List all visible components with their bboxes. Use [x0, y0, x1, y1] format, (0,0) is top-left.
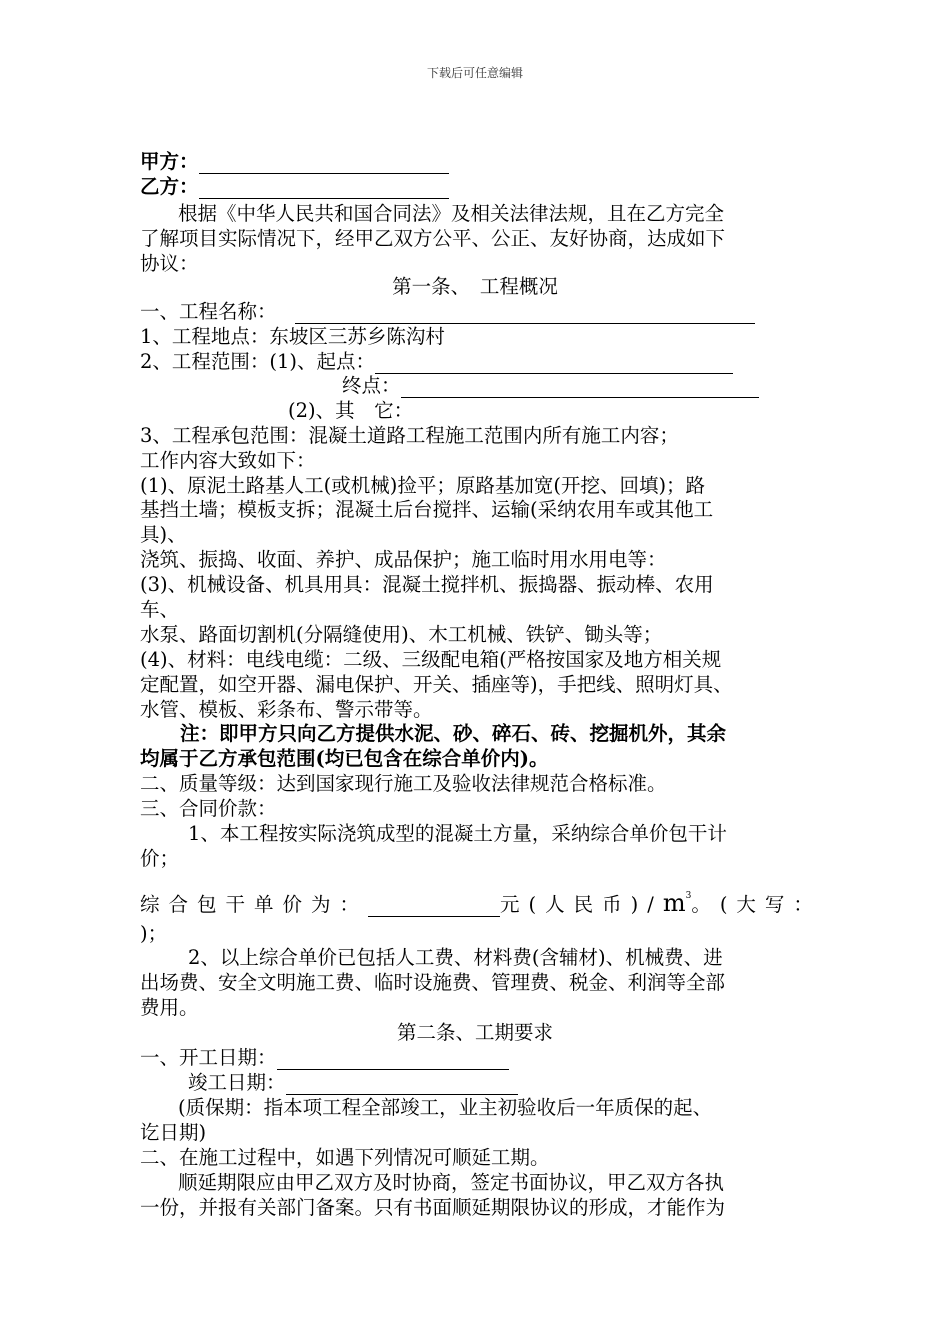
end-date-line — [188, 1071, 518, 1095]
intro-line-2: 了解项目实际情况下，经甲乙双方公平、公正、友好协商，达成如下 — [140, 227, 726, 250]
party-b-line — [140, 175, 449, 199]
note-line-b: 均属于乙方承包范围(均已包含在综合单价内)。 — [140, 747, 549, 770]
item-4-line-b: 定配置，如空开器、漏电保护、开关、插座等)，手把线、照明灯具、 — [140, 673, 733, 696]
item-1-line-a: (1)、原泥土路基人工(或机械)捡平；原路基加宽(开挖、回填)；路 — [140, 474, 706, 497]
price-2-line-b: 出场费、安全文明施工费、临时设施费、管理费、税金、利润等全部 — [140, 971, 726, 994]
unit-m: m — [662, 889, 686, 917]
price-2-line-c: 费用。 — [140, 996, 199, 1019]
price-title: 三、合同价款： — [140, 797, 277, 820]
item-3-line-a: (3)、机械设备、机具用具：混凝土搅拌机、振捣器、振动棒、农用 — [140, 573, 714, 596]
item-4-line-c: 水管、模板、彩条布、警示带等。 — [140, 698, 433, 721]
end-date-blank — [286, 1075, 518, 1095]
item-3-line-c: 水泵、路面切割机(分隔缝使用)、木工机械、铁铲、锄头等； — [140, 623, 663, 646]
warranty-line-a: (质保期：指本项工程全部竣工，业主初验收后一年质保的起、 — [178, 1096, 713, 1119]
item-1-line-b: 基挡土墙；模板支拆；混凝土后台搅拌、运输(采纳农用车或其他工 — [140, 498, 714, 521]
article-2-title: 第二条、工期要求 — [396, 1021, 553, 1044]
scope-end-blank — [401, 378, 759, 398]
unit-price-label: 综合包干单价为： — [140, 893, 369, 916]
unit-price-tail: 。(大写： — [691, 893, 822, 916]
scope-end-label: 终点： — [342, 374, 401, 397]
item-1-line-c: 具)、 — [140, 523, 187, 546]
party-b-blank — [199, 179, 449, 199]
extension-line-a: 顺延期限应由甲乙双方及时协商，签定书面协议，甲乙双方各执 — [178, 1171, 725, 1194]
price-2-line-a: 2、以上综合单价已包括人工费、材料费(含辅材)、机械费、进 — [188, 946, 723, 969]
start-date-blank — [277, 1050, 509, 1070]
project-location: 1、工程地点：东坡区三苏乡陈沟村 — [140, 325, 445, 348]
unit-price-blank — [368, 897, 500, 917]
intro-line-3: 协议： — [140, 252, 199, 275]
unit-price-close: )； — [140, 922, 168, 945]
item-3-line-b: 车、 — [140, 598, 180, 621]
project-name-blank — [295, 304, 755, 324]
party-a-blank — [199, 154, 449, 174]
extension-clause: 二、在施工过程中，如遇下列情况可顺延工期。 — [140, 1146, 550, 1169]
party-a-line — [140, 150, 449, 174]
end-date-label: 竣工日期： — [188, 1071, 286, 1094]
party-b-label: 乙方： — [140, 175, 199, 198]
scope-start-label: 2、工程范围：(1)、起点： — [140, 350, 376, 373]
contract-scope: 3、工程承包范围：混凝土道路工程施工范围内所有施工内容； — [140, 424, 679, 447]
item-2: 浇筑、振捣、收面、养护、成品保护；施工临时用水用电等： — [140, 548, 667, 571]
article-1-title: 第一条、 工程概况 — [392, 275, 558, 298]
warranty-line-b: 讫日期) — [140, 1121, 207, 1144]
note-line-a: 注：即甲方只向乙方提供水泥、砂、碎石、砖、挖掘机外，其余 — [180, 722, 727, 745]
unit-superscript: 3 — [685, 891, 692, 901]
price-1-line-b: 价； — [140, 847, 180, 870]
project-name-label: 一、工程名称： — [140, 300, 277, 323]
scope-other: (2)、其 它： — [288, 399, 414, 422]
intro-line-1: 根据《中华人民共和国合同法》及相关法律法规，且在乙方完全 — [178, 202, 725, 225]
price-1-line-a: 1、本工程按实际浇筑成型的混凝土方量，采纳综合单价包干计 — [188, 822, 727, 845]
project-name-line — [140, 300, 755, 324]
party-a-label: 甲方： — [140, 150, 199, 173]
quality-level: 二、质量等级：达到国家现行施工及验收法律规范合格标准。 — [140, 772, 667, 795]
item-4-line-a: (4)、材料：电线电缆：二级、三级配电箱(严格按国家及地方相关规 — [140, 648, 722, 671]
work-intro: 工作内容大致如下： — [140, 449, 316, 472]
start-date-label: 一、开工日期： — [140, 1046, 277, 1069]
extension-line-b: 一份，并报有关部门备案。只有书面顺延期限协议的形成，才能作为 — [140, 1196, 726, 1219]
scope-start-line — [140, 350, 733, 374]
page-header: 下载后可任意编辑 — [426, 66, 523, 80]
unit-price-unit: 元(人民币)/ — [500, 893, 663, 916]
scope-start-blank — [375, 354, 733, 374]
unit-price-line — [140, 884, 822, 917]
start-date-line — [140, 1046, 509, 1070]
scope-end-line — [342, 374, 759, 398]
